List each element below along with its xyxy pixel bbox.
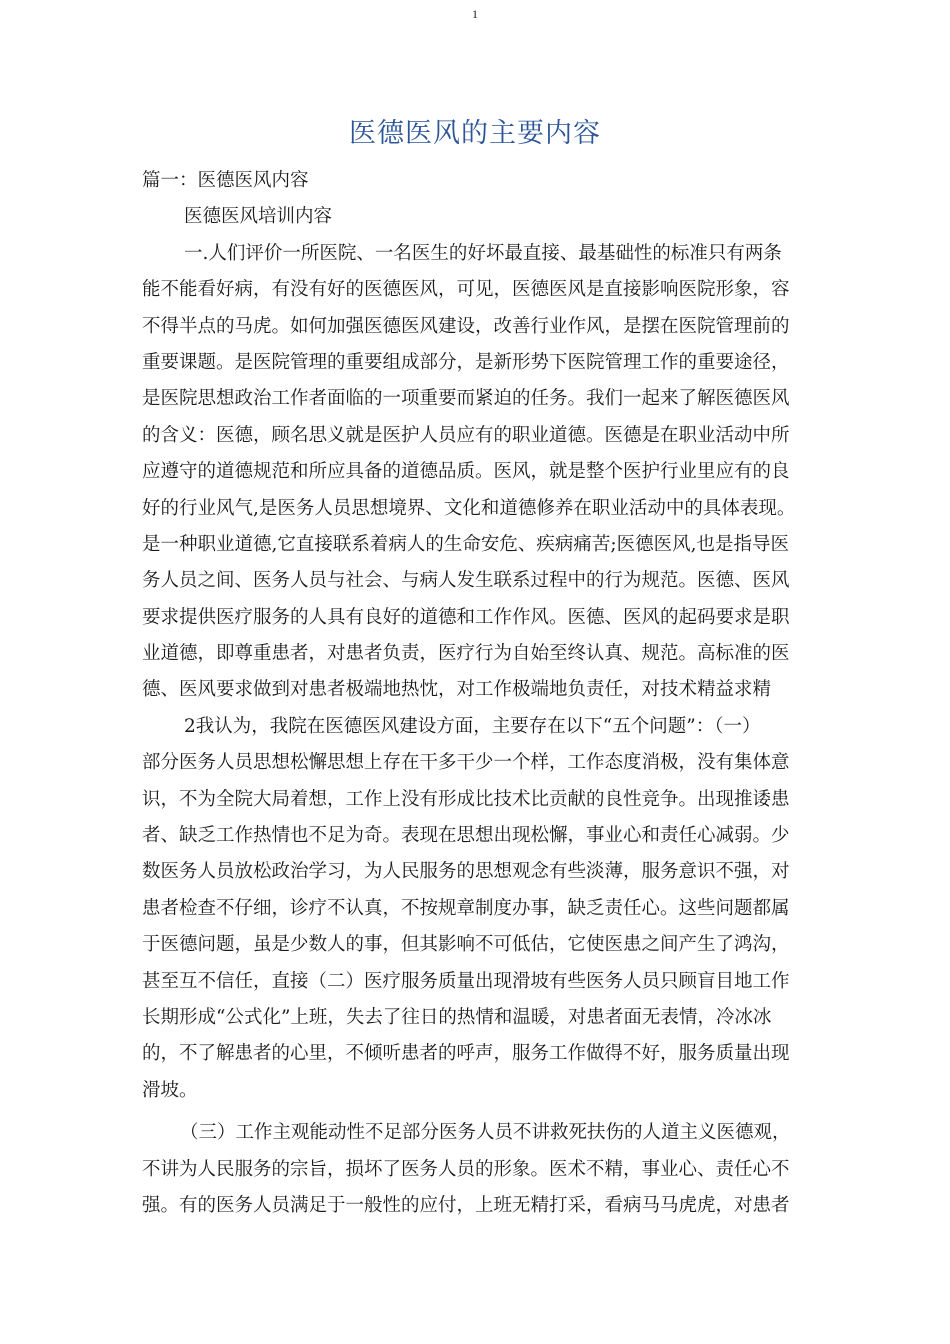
section-heading: 篇一：医德医风内容 bbox=[142, 170, 309, 191]
paragraph-1 bbox=[142, 236, 822, 709]
page-number: 1 bbox=[472, 7, 478, 21]
paragraph-line: 2我认为，我院在医德医风建设方面，主要存在以下“五个问题”：（一） bbox=[184, 715, 761, 737]
paragraph-line: 应遵守的道德规范和所应具备的道德品质。医风，就是整个医护行业里应有的良 bbox=[142, 461, 790, 483]
document-body bbox=[142, 163, 822, 1224]
paragraph-line: 重要课题。是医院管理的重要组成部分，是新形势下医院管理工作的重要途径， bbox=[142, 351, 790, 373]
paragraph-line: 识，不为全院大局着想，工作上没有形成比技术比贡献的良性竞争。出现推诿患 bbox=[142, 788, 790, 810]
paragraph-line: 滑坡。 bbox=[142, 1079, 198, 1101]
paragraph-line: 的，不了解患者的心里，不倾听患者的呼声，服务工作做得不好，服务质量出现 bbox=[142, 1043, 790, 1065]
subheading: 医德医风培训内容 bbox=[184, 206, 333, 228]
paragraph-line: 是一种职业道德,它直接联系着病人的生命安危、疾病痛苦;医德医风,也是指导医 bbox=[142, 533, 789, 555]
paragraph-line: （三）工作主观能动性不足部分医务人员不讲救死扶伤的人道主义医德观， bbox=[180, 1122, 791, 1144]
paragraph-2 bbox=[142, 709, 822, 1109]
paragraph-line: 要求提供医疗服务的人具有良好的道德和工作作风。医德、医风的起码要求是职 bbox=[142, 606, 790, 628]
paragraph-line: 的含义：医德，顾名思义就是医护人员应有的职业道德。医德是在职业活动中所 bbox=[142, 424, 790, 446]
paragraph-line: 是医院思想政治工作者面临的一项重要而紧迫的任务。我们一起来了解医德医风 bbox=[142, 388, 790, 410]
paragraph-line: 数医务人员放松政治学习，为人民服务的思想观念有些淡薄，服务意识不强，对 bbox=[142, 861, 790, 883]
paragraph-line: 甚至互不信任，直接（二）医疗服务质量出现滑坡有些医务人员只顾盲目地工作 bbox=[142, 970, 790, 992]
paragraph-line: 业道德，即尊重患者，对患者负责，医疗行为自始至终认真、规范。高标准的医 bbox=[142, 643, 790, 665]
paragraph-line: 部分医务人员思想松懈思想上存在干多干少一个样，工作态度消极，没有集体意 bbox=[142, 752, 790, 774]
paragraph-line: 好的行业风气,是医务人员思想境界、文化和道德修养在职业活动中的具体表现。 bbox=[142, 497, 796, 519]
paragraph-line: 不讲为人民服务的宗旨，损坏了医务人员的形象。医术不精，事业心、责任心不 bbox=[142, 1158, 790, 1180]
paragraph-3 bbox=[142, 1115, 822, 1224]
paragraph-line: 务人员之间、医务人员与社会、与病人发生联系过程中的行为规范。医德、医风 bbox=[142, 570, 790, 592]
paragraph-line: 长期形成“公式化”上班，失去了往日的热情和温暖，对患者面无表情，冷冰冰 bbox=[142, 1006, 772, 1028]
paragraph-line: 不得半点的马虎。如何加强医德医风建设，改善行业作风，是摆在医院管理前的 bbox=[142, 315, 790, 337]
paragraph-line: 能不能看好病，有没有好的医德医风，可见，医德医风是直接影响医院形象，容 bbox=[142, 279, 790, 301]
paragraph-line: 患者检查不仔细，诊疗不认真，不按规章制度办事，缺乏责任心。这些问题都属 bbox=[142, 897, 790, 919]
document-title: 医德医风的主要内容 bbox=[349, 118, 601, 149]
paragraph-line: 德、医风要求做到对患者极端地热忱，对工作极端地负责任，对技术精益求精 bbox=[142, 679, 772, 701]
paragraph-line: 于医德问题，虽是少数人的事，但其影响不可低估，它使医患之间产生了鸿沟， bbox=[142, 934, 790, 956]
paragraph-line: 者、缺乏工作热情也不足为奇。表现在思想出现松懈，事业心和责任心减弱。少 bbox=[142, 825, 790, 847]
paragraph-line: 一.人们评价一所医院、一名医生的好坏最直接、最基础性的标准只有两条 bbox=[184, 242, 782, 264]
paragraph-line: 强。有的医务人员满足于一般性的应付，上班无精打采，看病马马虎虎，对患者 bbox=[142, 1194, 790, 1216]
